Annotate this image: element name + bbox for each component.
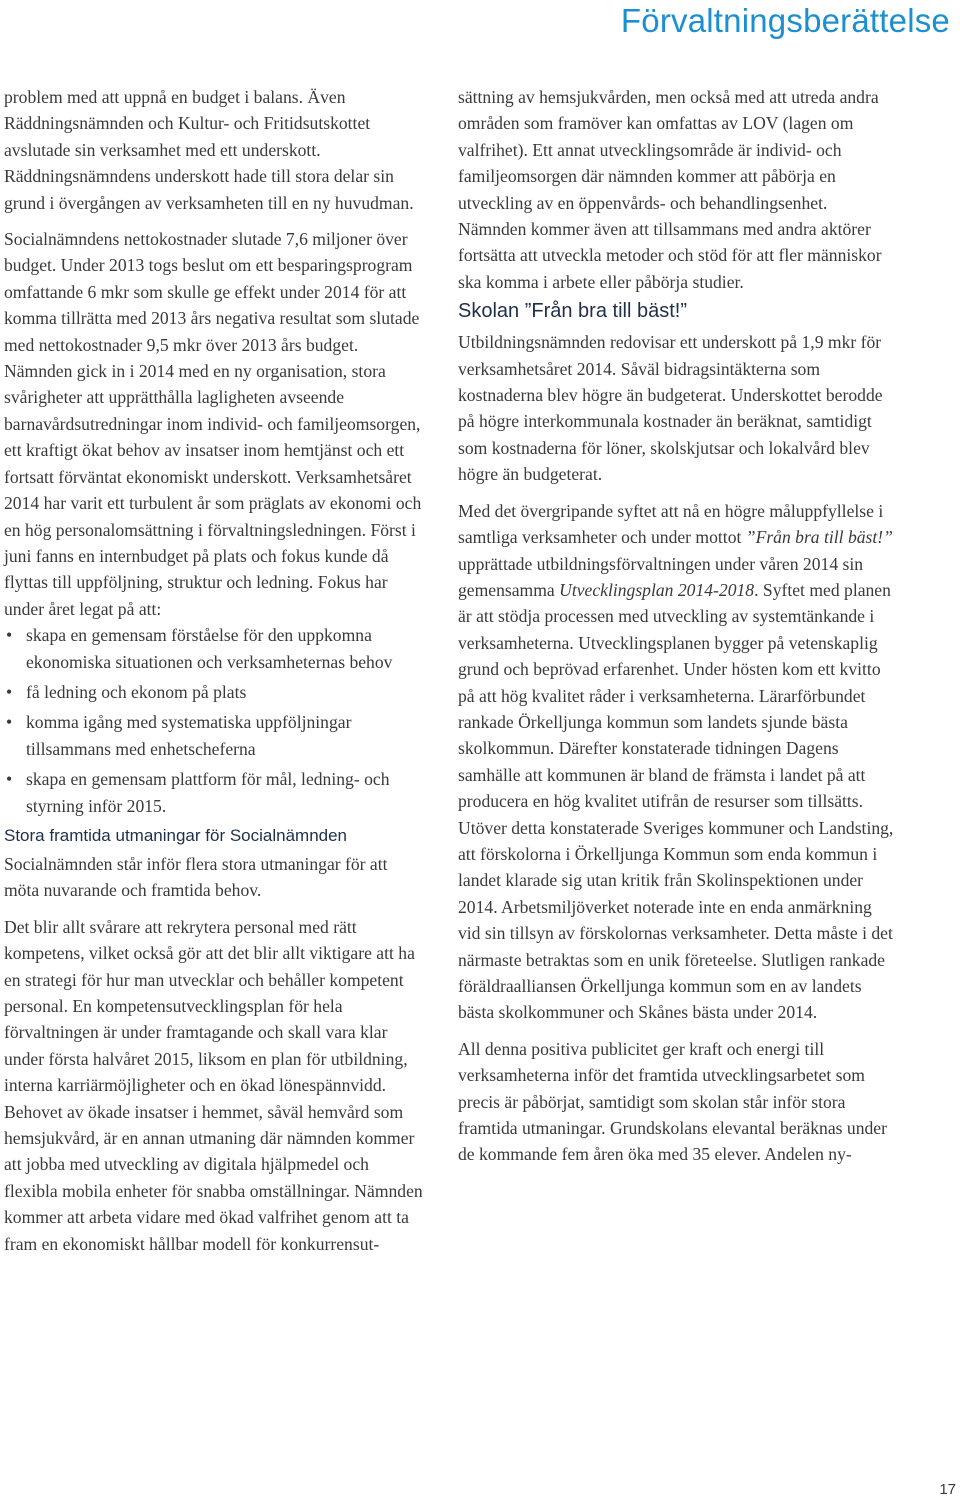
paragraph: Det blir allt svårare att rekrytera personal med rätt kompetens, vilket också gör att det blir allt viktigare att ha en strategi för hur man utvecklar och behåller kompetent personal. En kompetensutvecklingsplan för hela förvaltningen är under framtagande och skall vara klar under första halvåret 2015, liksom en plan för utbildning, interna karriärmöjligheter och en ökad lönespännvidd. Behovet av ökade insatser i hemmet, såväl hemvård som hemsjukvård, är en annan utmaning där nämnden kommer att jobba med utveckling av digitala hjälpmedel och flexibla mobila enheter för snabba omställningar. Nämnden kommer att arbeta vidare med ökad valfrihet genom att ta fram en ekonomiskt hållbar modell för konkurrensut-	[4, 916, 423, 1254]
page-number: 17	[939, 1481, 956, 1498]
page-header-title: Förvaltningsberättelse	[620, 2, 950, 39]
bullet-icon: •	[6, 681, 13, 702]
text-run: upprättade utbildningsförvaltningen under våren 2014 sin gemensamma	[458, 553, 864, 600]
paragraph: problem med att uppnå en budget i balans. Även Räddningsnämnden och Kultur- och Fritidsutskottet avslutade sin verksamhet med ett underskott. Räddningsnämndens underskott hade till stora delar sin grund i övergången av verksamheten till en ny huvudman.	[4, 87, 414, 213]
list-item	[4, 766, 426, 819]
section-heading: Stora framtida utmaningar för Socialnämnden	[4, 825, 348, 845]
list-item-text: komma igång med systematiska uppföljningar tillsammans med enhetscheferna	[26, 712, 352, 759]
bullet-icon: •	[6, 625, 13, 646]
right-column	[458, 84, 894, 1178]
list-item-text: få ledning och ekonom på plats	[26, 681, 247, 702]
paragraph: sättning av hemsjukvården, men också med att utreda andra områden som framöver kan omfattas av LOV (lagen om valfrihet). Ett annat utvecklingsområde är individ- och familjeomsorgen där nämnden kommer att påbörja en utveckling av en öppenvårds- och behandlingsenhet. Nämnden kommer även att tillsammans med andra aktörer fortsätta att utveckla metoder och stöd för att fler människor ska komma i arbete eller påbörja studier.	[458, 87, 882, 292]
bullet-icon: •	[6, 769, 13, 790]
text-run: . Syftet med planen är att stödja processen med utveckling av systemtänkande i verksamheterna. Utvecklingsplanen bygger på vetenskaplig grund och beprövad erfarenhet. Under hösten kom ett kvitto på att hög kvalitet råder i verksamheterna. Lärarförbundet rankade Örkelljunga kommun som landets sjunde bästa skolkommun. Därefter konstaterade tidningen Dagens samhälle att kommunen är bland de främsta i landet på att producera en hög kvalitet utifrån de resurser som tillsätts. Utöver detta konstaterade Sveriges kommuner och Landsting, att förskolorna i Örkelljunga Kommun som enda kommun i landet klarade sig utan kritik från Skolinspektionen under 2014. Arbetsmiljöverket noterade inte en enda anmärkning vid sin tillsyn av förskolornas verksamheter. Detta måste i det närmaste betraktas som en unik företeelse. Slutligen rankade föräldraalliansen Örkelljunga kommun som en av landets bästa skolkommuner och Skånes bästa under 2014.	[458, 579, 894, 1023]
bullet-icon: •	[6, 712, 13, 733]
motto-text: ”Från bra till bäst!”	[745, 527, 893, 548]
list-item-text: skapa en gemensam förståelse för den uppkomna ekonomiska situationen och verksamheternas behov	[26, 625, 393, 672]
list-item	[4, 709, 426, 762]
paragraph: Utbildningsnämnden redovisar ett underskott på 1,9 mkr för verksamhetsåret 2014. Såväl bidragsintäkterna som kostnaderna blev högre än budgeterat. Underskottet berodde på högre interkommunala kostnader än beräknat, samtidigt som kostnaderna för löner, skolskjutsar och lokalvård blev högre än budgeterat.	[458, 332, 883, 485]
list-item	[4, 622, 426, 675]
paragraph: Socialnämndens nettokostnader slutade 7,6 miljoner över budget. Under 2013 togs beslut om ett besparingsprogram omfattande 6 mkr som skulle ge effekt under 2014 för att komma tillrätta med 2013 års negativa resultat som slutade med nettokostnader 9,5 mkr över 2013 års budget. Nämnden gick in i 2014 med en ny organisation, stora svårigheter att upprätthålla lagligheten avseende barnavårdsutredningar inom individ- och familjeomsorgen, ett kraftigt ökat behov av insatser inom hemtjänst och ett fortsatt förväntat ekonomiskt underskott. Verksamhetsåret 2014 har varit ett turbulent år som präglats av ekonomi och en hög personalomsättning i förvaltningsledningen. Först i juni fanns en internbudget på plats och fokus kunde då flyttas till uppföljning, struktur och ledning. Fokus har under året legat på att:	[4, 229, 422, 619]
paragraph: All denna positiva publicitet ger kraft och energi till verksamheterna inför det framtida utvecklingsarbetet som precis är påbörjat, samtidigt som skolan står inför stora framtida utmaningar. Grundskolans elevantal beräknas under de kommande fem åren öka med 35 elever. Andelen ny-	[458, 1038, 887, 1165]
list-item-text: skapa en gemensam plattform för mål, ledning- och styrning inför 2015.	[26, 769, 390, 816]
paragraph: Socialnämnden står inför flera stora utmaningar för att möta nuvarande och framtida behov.	[4, 853, 388, 901]
list-item	[4, 679, 426, 705]
paragraph	[458, 498, 894, 1026]
section-heading: Skolan ”Från bra till bäst!”	[458, 300, 687, 323]
plan-title: Utvecklingsplan 2014-2018	[559, 579, 755, 600]
bullet-list	[4, 622, 426, 819]
left-column	[4, 84, 426, 1267]
text-run: Med det övergripande syftet att nå en högre måluppfyllelse i samtliga verksamheter och under mottot	[458, 500, 884, 548]
